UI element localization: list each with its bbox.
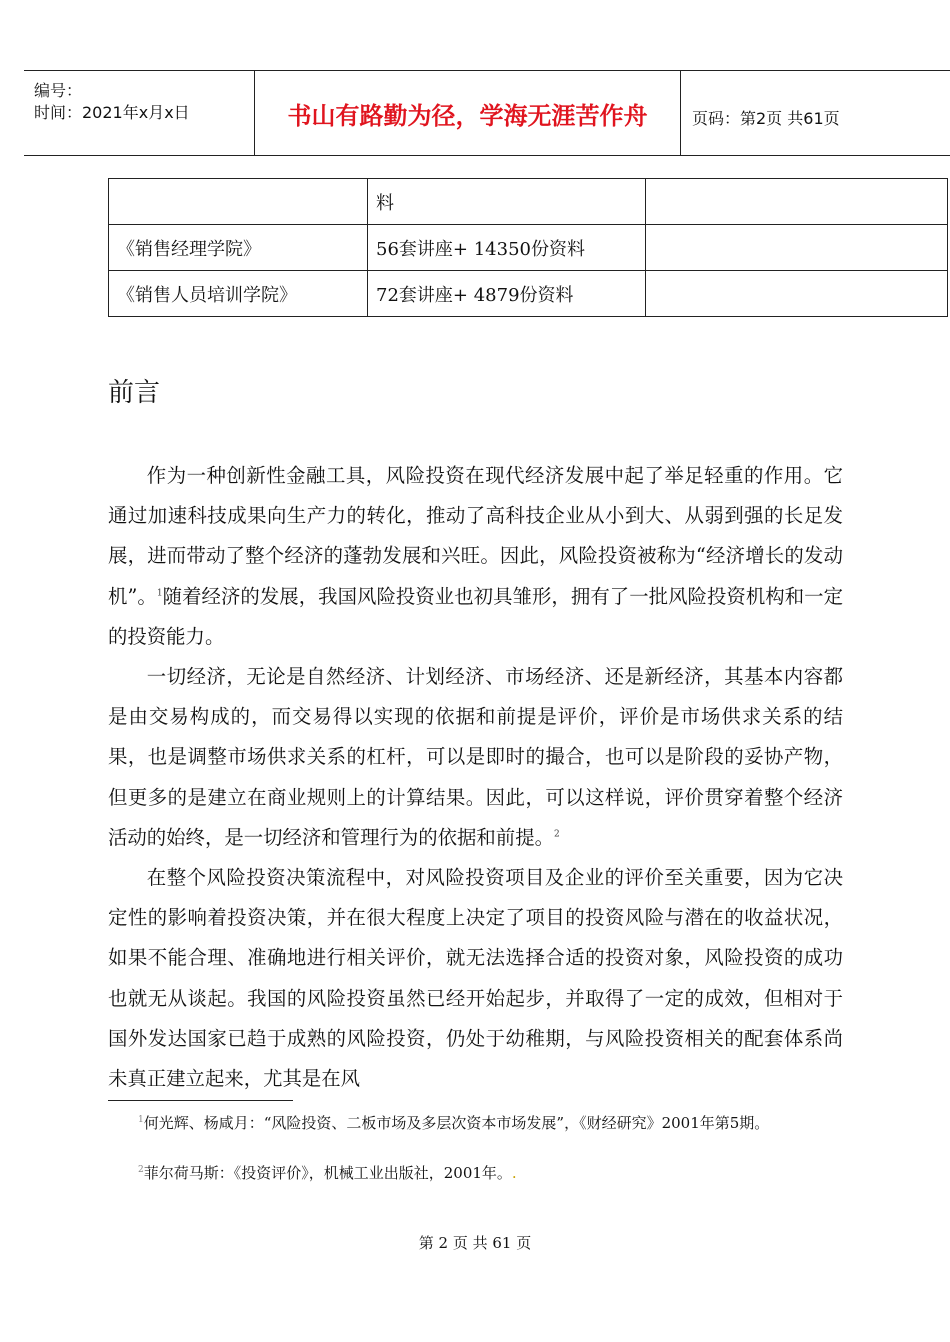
table-row [109,225,948,271]
table-cell: 料 [368,179,646,225]
footnote-2 [108,1162,808,1184]
footnote-text: 何光辉、杨咸月：“风险投资、二板市场及多层次资本市场发展”，《财经研究》2001年第5期。 [143,1114,770,1132]
footnote-1 [108,1112,808,1134]
table-cell: 56套讲座+ 14350份资料 [368,225,646,271]
paragraph [108,858,843,1099]
table-cell: 《销售经理学院》 [109,225,368,271]
table-row [109,179,948,225]
table-cell [109,179,368,225]
footnote-text: 菲尔荷马斯：《投资评价》，机械工业出版社，2001年。 [143,1164,512,1182]
footnote-ref[interactable]: 1 [156,588,163,599]
page-header [24,70,950,156]
table-cell [646,179,948,225]
footnote-ref[interactable]: 2 [553,829,560,840]
table-cell [646,225,948,271]
paragraph [108,456,843,657]
footnote-rule [108,1100,293,1101]
header-divider-right [680,70,681,156]
section-title: 前言 [108,378,161,408]
body-text [108,456,843,1099]
paragraph [108,657,843,858]
footnote-mark: 2 [138,1165,144,1175]
footnote-mark: 1 [138,1115,144,1125]
paragraph-text: 一切经济，无论是自然经济、计划经济、市场经济、还是新经济，其基本内容都是由交易构成的，而交易得以实现的依据和前提是评价，评价是市场供求关系的结果，也是调整市场供求关系的杠杆，可以是即时的撮合，也可以是阶段的妥协产物，但更多的是建立在商业规则上的计算结果。因此，可以这样说，评价贯穿着整个经济活动的始终，是一切经济和管理行为的依据和前提。 [108,665,843,849]
doc-time-label: 时间：2021年x月x日 [34,103,190,122]
table-cell: 《销售人员培训学院》 [109,271,368,317]
paragraph-text: 作为一种创新性金融工具，风险投资在现代经济发展中起了举足轻重的作用。它通过加速科技成果向生产力的转化，推动了高科技企业从小到大、从弱到强的长足发展，进而带动了整个经济的蓬勃发展和兴旺。因此，风险投资被称为“经济增长的发动机”。 [108,464,843,608]
header-page-info: 页码：第2页 共61页 [692,109,840,128]
footnote-trailing-mark: . [511,1164,517,1182]
doc-number-label: 编号： [34,81,83,100]
page-footer: 第 2 页 共 61 页 [418,1234,532,1252]
paragraph-text: 在整个风险投资决策流程中，对风险投资项目及企业的评价至关重要，因为它决定性的影响着投资决策，并在很大程度上决定了项目的投资风险与潜在的收益状况，如果不能合理、准确地进行相关评价，就无法选择合适的投资对象，风险投资的成功也就无从谈起。我国的风险投资虽然已经开始起步，并取得了一定的成效，但相对于国外发达国家已趋于成熟的风险投资，仍处于幼稚期，与风险投资相关的配套体系尚未真正建立起来，尤其是在风 [108,866,843,1091]
header-motto: 书山有路勤为径，学海无涯苦作舟 [287,101,648,130]
paragraph-text: 随着经济的发展，我国风险投资业也初具雏形，拥有了一批风险投资机构和一定的投资能力。 [108,584,843,648]
header-meta [34,80,190,124]
resource-table [108,178,948,317]
table-row [109,271,948,317]
table-cell: 72套讲座+ 4879份资料 [368,271,646,317]
table-cell [646,271,948,317]
